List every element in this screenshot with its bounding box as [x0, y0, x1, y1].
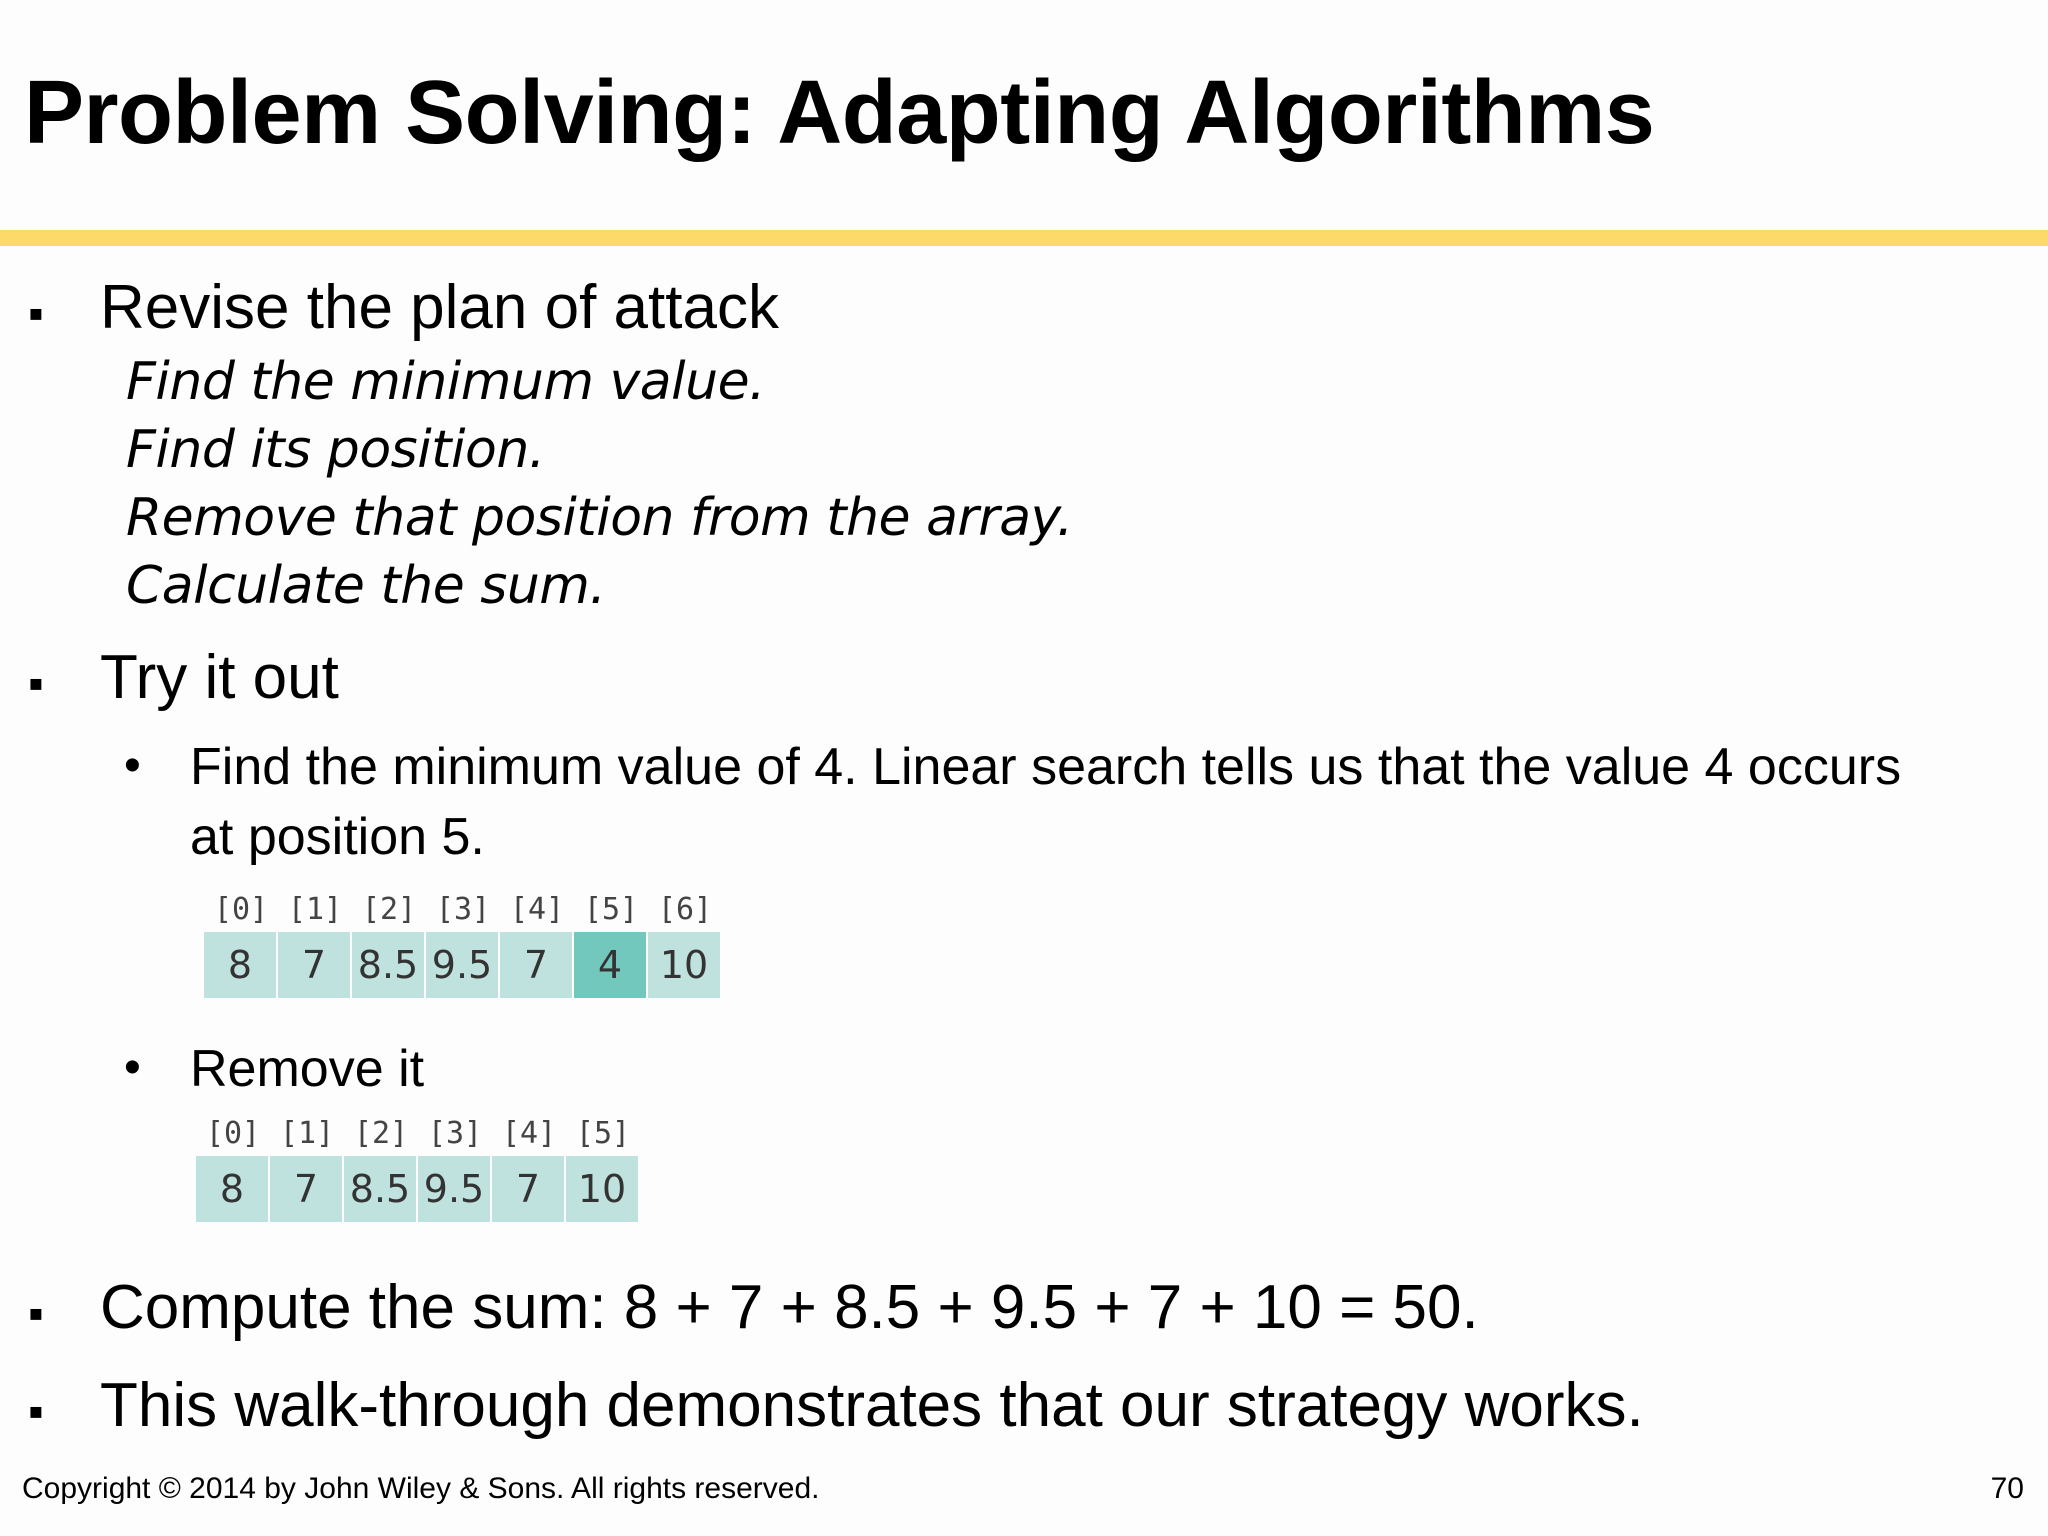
array-cell: 9.5: [426, 932, 498, 998]
array-index-label: [1]: [279, 1116, 335, 1151]
bullet-walk-through: This walk-through demonstrates that our strategy works.: [100, 1371, 1644, 1440]
bullet-marker: ▪: [28, 289, 44, 338]
array-index-label: [4]: [501, 1116, 557, 1151]
array-index-label: [0]: [205, 1116, 261, 1151]
sub-bullet-marker: •: [124, 739, 141, 792]
array-index-label: [0]: [213, 892, 269, 927]
array-index-label: [4]: [509, 892, 565, 927]
pseudocode-step: Find its position.: [126, 420, 545, 480]
sub-bullet-remove-it: Remove it: [190, 1040, 425, 1098]
slide-title: Problem Solving: Adapting Algorithms: [24, 63, 1655, 163]
array-cell: 9.5: [418, 1156, 490, 1222]
array-cell: 8: [204, 932, 276, 998]
title-divider: [0, 230, 2048, 246]
array-before: [204, 888, 722, 998]
sub-bullet-marker: •: [124, 1041, 141, 1094]
array-cell: 8: [196, 1156, 268, 1222]
array-cell: 7: [278, 932, 350, 998]
array-index-label: [6]: [657, 892, 713, 927]
sub-bullet-find-minimum: Find the minimum value of 4. Linear search tells us that the value 4 occurs at position 5.: [190, 738, 1902, 866]
bullet-compute-sum: Compute the sum: 8 + 7 + 8.5 + 9.5 + 7 + 10 = 50.: [100, 1273, 1479, 1342]
page-number: 70: [1990, 1472, 2024, 1505]
array-index-label: [2]: [361, 892, 417, 927]
array-index-label: [1]: [287, 892, 343, 927]
array-index-label: [3]: [435, 892, 491, 927]
bullet-marker: ▪: [28, 1289, 44, 1338]
array-cell: 8.5: [344, 1156, 416, 1222]
array-index-label: [3]: [427, 1116, 483, 1151]
array-index-label: [2]: [353, 1116, 409, 1151]
array-cell: 10: [566, 1156, 638, 1222]
array-index-label: [5]: [575, 1116, 631, 1151]
bullet-marker: ▪: [28, 1387, 44, 1436]
bullet-marker: ▪: [28, 659, 44, 708]
array-cell: 4: [574, 932, 646, 998]
array-cell: 7: [500, 932, 572, 998]
array-cell: 8.5: [352, 932, 424, 998]
array-after: [196, 1112, 640, 1222]
array-cell: 7: [492, 1156, 564, 1222]
array-cell: 10: [648, 932, 720, 998]
pseudocode-steps: [126, 348, 1073, 620]
copyright-footer: Copyright © 2014 by John Wiley & Sons. All rights reserved.: [22, 1472, 820, 1505]
pseudocode-step: Find the minimum value.: [126, 352, 766, 412]
pseudocode-step: Calculate the sum.: [126, 556, 606, 616]
bullet-revise-plan: Revise the plan of attack: [100, 273, 779, 342]
bullet-try-it-out: Try it out: [100, 643, 339, 712]
array-index-label: [5]: [583, 892, 639, 927]
pseudocode-step: Remove that position from the array.: [126, 488, 1073, 548]
array-cell: 7: [270, 1156, 342, 1222]
